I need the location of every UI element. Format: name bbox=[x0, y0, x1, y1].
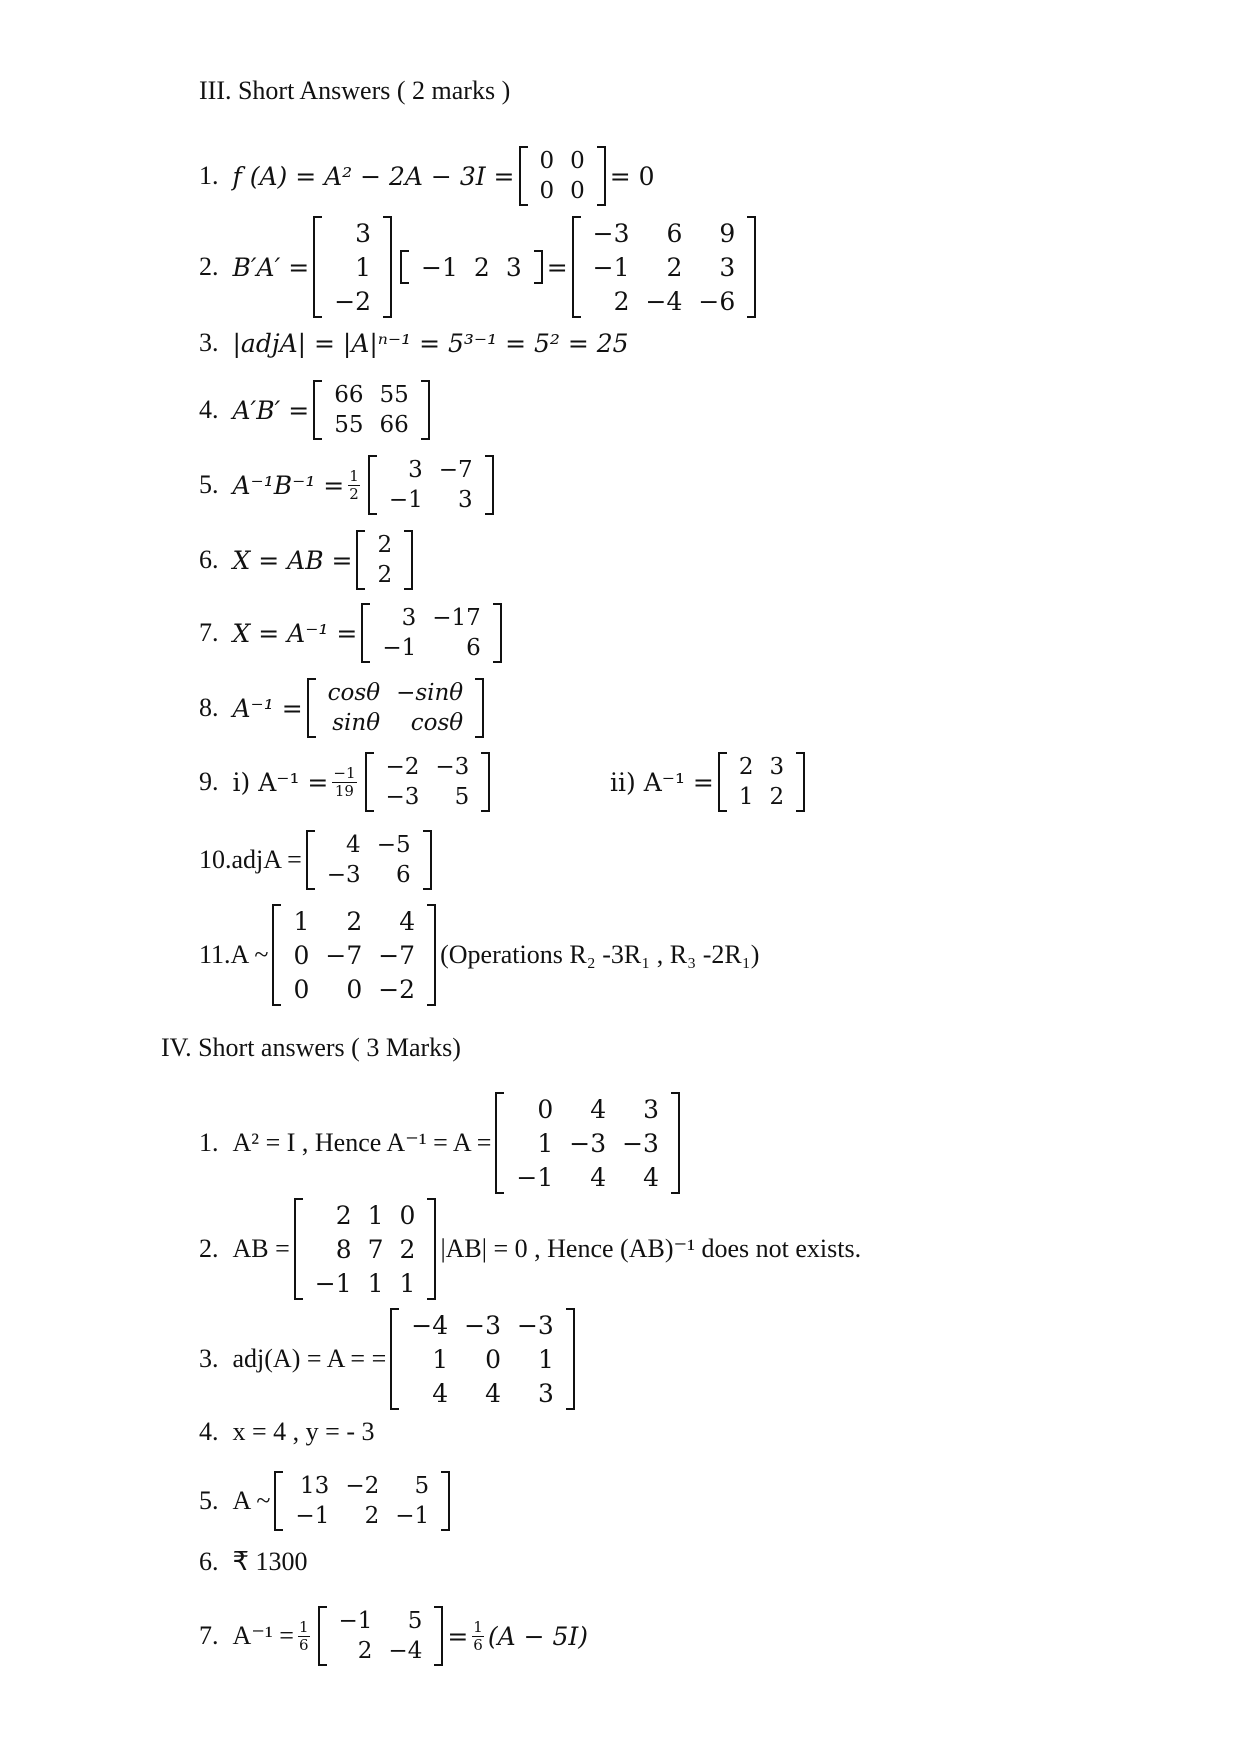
item-number: 4. bbox=[199, 1417, 219, 1446]
matrix-grid bbox=[315, 830, 423, 890]
left-bracket bbox=[313, 216, 322, 318]
right-bracket bbox=[404, 530, 413, 590]
matrix-cell: −2 bbox=[345, 1472, 380, 1499]
matrix-cell: 4 bbox=[590, 1094, 607, 1124]
s3-item-6 bbox=[199, 530, 417, 590]
right-bracket bbox=[481, 752, 490, 812]
matrix-cell: −3 bbox=[464, 1310, 501, 1340]
matrix-cell: 9 bbox=[719, 218, 736, 248]
s3-item-2 bbox=[199, 216, 760, 318]
expression: A² = I , Hence A⁻¹ = A = bbox=[232, 1128, 492, 1157]
matrix-cell: 2 bbox=[399, 1234, 416, 1264]
s3-item-4 bbox=[199, 380, 434, 440]
left-bracket bbox=[361, 603, 370, 663]
matrix-cell: 3 bbox=[355, 218, 372, 248]
matrix bbox=[274, 1471, 450, 1531]
fraction: $\frac{1}{6}$ bbox=[298, 1618, 309, 1654]
s3-item-11 bbox=[199, 904, 759, 1006]
matrix-cell: −7 bbox=[378, 940, 416, 970]
right-bracket bbox=[421, 380, 430, 440]
matrix-cell: −1 bbox=[421, 252, 458, 282]
matrix-grid bbox=[370, 603, 492, 663]
matrix-cell: 2 bbox=[357, 1637, 373, 1664]
s3-item-3 bbox=[199, 330, 629, 356]
determinant-note: |AB| = 0 , Hence (AB)⁻¹ does not exists. bbox=[440, 1234, 862, 1263]
s4-item-6 bbox=[199, 1549, 308, 1575]
section-4-heading: IV. Short answers ( 3 Marks) bbox=[161, 1033, 461, 1062]
matrix-cell: 6 bbox=[395, 861, 411, 888]
matrix-grid bbox=[409, 250, 534, 284]
expression: ₹ 1300 bbox=[232, 1547, 308, 1576]
matrix-cell: −1 bbox=[592, 252, 630, 282]
expression: A⁻¹ = bbox=[232, 693, 303, 723]
expression-part-ii: ii) A⁻¹ = bbox=[610, 767, 714, 797]
matrix bbox=[519, 146, 606, 206]
left-bracket bbox=[718, 752, 727, 812]
expression: B′A′ = bbox=[232, 252, 310, 282]
expression: A′B′ = bbox=[232, 395, 310, 425]
right-bracket bbox=[493, 603, 502, 663]
expression-rhs: = 0 bbox=[609, 161, 655, 191]
matrix-cell: −3 bbox=[592, 218, 630, 248]
s3-item-8 bbox=[199, 678, 488, 738]
matrix-cell: −sinθ bbox=[396, 679, 464, 706]
fraction: $\frac{1}{6}$ bbox=[473, 1618, 483, 1654]
right-bracket bbox=[475, 678, 484, 738]
matrix-cell: −3 bbox=[435, 753, 470, 780]
matrix-cell: 4 bbox=[643, 1162, 659, 1192]
left-bracket bbox=[274, 1471, 283, 1531]
s4-item-7 bbox=[199, 1606, 588, 1666]
s3-item-9-part-ii bbox=[610, 752, 809, 812]
matrix-grid bbox=[374, 752, 482, 812]
left-bracket bbox=[318, 1606, 327, 1666]
matrix-cell: 2 bbox=[335, 1200, 352, 1230]
s4-item-4 bbox=[199, 1419, 374, 1445]
matrix-cell: −5 bbox=[376, 831, 411, 858]
matrix-cell: −3 bbox=[569, 1128, 607, 1158]
s3-item-1 bbox=[199, 146, 655, 206]
matrix-cell: −1 bbox=[338, 1607, 373, 1634]
matrix-cell: 3 bbox=[408, 456, 423, 483]
matrix-cell: −3 bbox=[385, 783, 420, 810]
matrix-cell: 66 bbox=[334, 381, 364, 408]
matrix bbox=[318, 1606, 444, 1666]
s4-item-5 bbox=[199, 1471, 454, 1531]
matrix-cell: 3 bbox=[537, 1378, 554, 1408]
matrix-cell: 0 bbox=[485, 1344, 501, 1374]
matrix-cell: 4 bbox=[432, 1378, 449, 1408]
matrix-cell: 7 bbox=[367, 1234, 384, 1264]
matrix bbox=[306, 830, 432, 890]
item-number: 1. bbox=[199, 161, 219, 190]
matrix-cell: 4 bbox=[346, 831, 361, 858]
matrix-cell: 66 bbox=[379, 411, 409, 438]
equals: = bbox=[546, 252, 568, 282]
matrix-grid bbox=[504, 1092, 671, 1194]
matrix-grid bbox=[283, 1471, 441, 1531]
matrix-grid bbox=[281, 904, 427, 1006]
matrix-cell: 55 bbox=[334, 411, 364, 438]
matrix-cell: −1 bbox=[395, 1502, 430, 1529]
fraction: $\frac{1}{2}$ bbox=[349, 467, 359, 503]
section-3-heading: III. Short Answers ( 2 marks ) bbox=[199, 76, 511, 105]
matrix-cell: −2 bbox=[378, 974, 416, 1004]
matrix-cell: −17 bbox=[432, 604, 481, 631]
matrix bbox=[356, 530, 413, 590]
left-bracket bbox=[356, 530, 365, 590]
expression-rhs: (A − 5I) bbox=[487, 1621, 589, 1651]
item-number: 5. bbox=[199, 470, 219, 499]
matrix-cell: 3 bbox=[643, 1094, 659, 1124]
row-matrix bbox=[400, 250, 543, 284]
expression: adjA = bbox=[231, 845, 302, 874]
item-number: 11. bbox=[199, 940, 231, 969]
expression: X = A⁻¹ = bbox=[232, 618, 358, 648]
matrix bbox=[572, 216, 757, 318]
matrix-cell: −1 bbox=[382, 634, 417, 661]
s3-item-10 bbox=[199, 830, 436, 890]
right-bracket bbox=[441, 1471, 450, 1531]
right-bracket bbox=[427, 1198, 436, 1300]
item-number: 3. bbox=[199, 328, 219, 357]
item-number: 8. bbox=[199, 693, 219, 722]
matrix-cell: −3 bbox=[622, 1128, 659, 1158]
matrix-cell: 8 bbox=[335, 1234, 352, 1264]
expression: x = 4 , y = - 3 bbox=[232, 1417, 375, 1446]
matrix-grid bbox=[377, 455, 485, 515]
matrix-cell: −7 bbox=[325, 940, 363, 970]
matrix-cell: 1 bbox=[399, 1268, 416, 1298]
equals: = bbox=[447, 1621, 469, 1651]
matrix-grid bbox=[322, 216, 383, 318]
matrix bbox=[294, 1198, 437, 1300]
matrix-part-ii bbox=[718, 752, 805, 812]
matrix-cell: 5 bbox=[407, 1607, 423, 1634]
item-number: 7. bbox=[199, 618, 219, 647]
matrix-cell: 1 bbox=[537, 1128, 554, 1158]
matrix-cell: 5 bbox=[414, 1472, 430, 1499]
left-bracket bbox=[572, 216, 581, 318]
matrix bbox=[368, 455, 494, 515]
right-bracket bbox=[383, 216, 392, 318]
matrix-cell: −2 bbox=[334, 286, 372, 316]
matrix-cell: 1 bbox=[367, 1200, 384, 1230]
left-bracket bbox=[272, 904, 281, 1006]
right-bracket bbox=[434, 1606, 443, 1666]
matrix-cell: 4 bbox=[590, 1162, 607, 1192]
matrix-cell: 0 bbox=[293, 974, 310, 1004]
right-bracket bbox=[534, 250, 543, 284]
item-number: 3. bbox=[199, 1344, 219, 1373]
matrix-cell: 6 bbox=[466, 634, 481, 661]
right-bracket bbox=[597, 146, 606, 206]
matrix-cell: 1 bbox=[367, 1268, 384, 1298]
matrix-grid bbox=[399, 1308, 566, 1410]
left-bracket bbox=[306, 830, 315, 890]
right-bracket bbox=[671, 1092, 680, 1194]
matrix-cell: −3 bbox=[326, 861, 361, 888]
expression: f (A) = A² − 2A − 3I = bbox=[232, 161, 515, 191]
left-bracket bbox=[313, 380, 322, 440]
matrix-cell: 2 bbox=[769, 783, 785, 810]
matrix bbox=[307, 678, 484, 738]
item-number: 7. bbox=[199, 1621, 219, 1650]
matrix-cell: 2 bbox=[666, 252, 683, 282]
matrix-cell: 0 bbox=[539, 177, 555, 204]
matrix-cell: 3 bbox=[401, 604, 417, 631]
matrix bbox=[390, 1308, 575, 1410]
matrix-cell: 2 bbox=[377, 561, 393, 588]
left-bracket bbox=[307, 678, 316, 738]
matrix-cell: 6 bbox=[666, 218, 683, 248]
matrix-cell: −1 bbox=[295, 1502, 330, 1529]
item-number: 2. bbox=[199, 1234, 219, 1263]
matrix-grid bbox=[528, 146, 597, 206]
matrix-cell: 0 bbox=[346, 974, 363, 1004]
matrix-cell: 5 bbox=[454, 783, 470, 810]
item-number: 2. bbox=[199, 252, 219, 281]
matrix-cell: 3 bbox=[769, 753, 785, 780]
item-number: 9. bbox=[199, 767, 219, 796]
matrix-cell: −4 bbox=[388, 1637, 423, 1664]
matrix-part-i bbox=[365, 752, 491, 812]
s4-item-3 bbox=[199, 1308, 579, 1410]
matrix-cell: 1 bbox=[537, 1344, 554, 1374]
expression-part-i: i) A⁻¹ = bbox=[232, 767, 329, 797]
matrix-cell: 3 bbox=[457, 486, 473, 513]
matrix-cell: 2 bbox=[738, 753, 754, 780]
matrix-grid bbox=[316, 678, 475, 738]
matrix-cell: 55 bbox=[379, 381, 409, 408]
matrix-cell: 2 bbox=[377, 531, 393, 558]
right-bracket bbox=[747, 216, 756, 318]
column-matrix bbox=[313, 216, 392, 318]
left-bracket bbox=[368, 455, 377, 515]
matrix-cell: 2 bbox=[613, 286, 630, 316]
matrix-cell: −1 bbox=[314, 1268, 352, 1298]
matrix-cell: 0 bbox=[399, 1200, 416, 1230]
expression: X = AB = bbox=[232, 545, 353, 575]
matrix-grid bbox=[303, 1198, 428, 1300]
item-number: 6. bbox=[199, 545, 219, 574]
matrix-grid bbox=[322, 380, 421, 440]
matrix-cell: sinθ bbox=[332, 709, 381, 736]
expression: A⁻¹B⁻¹ = bbox=[232, 470, 345, 500]
matrix-cell: cosθ bbox=[327, 679, 381, 706]
s3-item-5 bbox=[199, 455, 498, 515]
left-bracket bbox=[294, 1198, 303, 1300]
expression: A ~ bbox=[230, 940, 269, 969]
matrix-grid bbox=[581, 216, 748, 318]
matrix bbox=[313, 380, 430, 440]
matrix-cell: −3 bbox=[516, 1310, 554, 1340]
matrix-cell: 0 bbox=[293, 940, 310, 970]
matrix-cell: −4 bbox=[645, 286, 683, 316]
item-number: 6. bbox=[199, 1547, 219, 1576]
matrix-cell: 4 bbox=[485, 1378, 501, 1408]
matrix bbox=[272, 904, 436, 1006]
item-number: 10. bbox=[199, 845, 232, 874]
matrix-cell: −1 bbox=[516, 1162, 554, 1192]
matrix-cell: 1 bbox=[355, 252, 372, 282]
matrix-cell: 0 bbox=[570, 147, 585, 174]
left-bracket bbox=[495, 1092, 504, 1194]
matrix-cell: −1 bbox=[388, 486, 423, 513]
matrix-cell: 2 bbox=[346, 906, 363, 936]
right-bracket bbox=[796, 752, 805, 812]
matrix-grid bbox=[327, 1606, 435, 1666]
item-number: 5. bbox=[199, 1486, 219, 1515]
expression: |adjA| = |A|ⁿ⁻¹ = 5³⁻¹ = 5² = 25 bbox=[232, 328, 629, 358]
matrix-cell: 1 bbox=[738, 783, 754, 810]
matrix-cell: 1 bbox=[432, 1344, 449, 1374]
matrix-grid bbox=[727, 752, 796, 812]
left-bracket bbox=[400, 250, 409, 284]
item-number: 1. bbox=[199, 1128, 219, 1157]
matrix-cell: −4 bbox=[411, 1310, 449, 1340]
right-bracket bbox=[423, 830, 432, 890]
expression: AB = bbox=[232, 1234, 290, 1263]
matrix-cell: −6 bbox=[698, 286, 736, 316]
matrix bbox=[361, 603, 501, 663]
left-bracket bbox=[519, 146, 528, 206]
matrix-cell: 2 bbox=[473, 252, 490, 282]
s3-item-7 bbox=[199, 603, 506, 663]
right-bracket bbox=[485, 455, 494, 515]
expression: A ~ bbox=[232, 1486, 271, 1515]
matrix-cell: 0 bbox=[570, 177, 585, 204]
right-bracket bbox=[566, 1308, 575, 1410]
operations-note: (Operations R₂ -3R₁ , R₃ -2R₁) bbox=[440, 940, 760, 969]
matrix-grid bbox=[365, 530, 404, 590]
matrix-cell: 13 bbox=[300, 1472, 330, 1499]
left-bracket bbox=[390, 1308, 399, 1410]
matrix-cell: 0 bbox=[539, 147, 555, 174]
matrix-cell: 4 bbox=[399, 906, 416, 936]
matrix-cell: 2 bbox=[364, 1502, 380, 1529]
matrix-cell: 0 bbox=[537, 1094, 554, 1124]
expression: A⁻¹ = bbox=[232, 1621, 294, 1650]
matrix-cell: cosθ bbox=[410, 709, 464, 736]
s4-item-1 bbox=[199, 1092, 684, 1194]
expression: adj(A) = A = = bbox=[232, 1344, 387, 1373]
right-bracket bbox=[427, 904, 436, 1006]
matrix-cell: 1 bbox=[293, 906, 310, 936]
matrix-cell: −2 bbox=[385, 753, 420, 780]
matrix-cell: 3 bbox=[719, 252, 736, 282]
fraction: $\frac{-1}{19}$ bbox=[333, 764, 356, 800]
matrix bbox=[495, 1092, 680, 1194]
matrix-cell: −7 bbox=[438, 456, 473, 483]
left-bracket bbox=[365, 752, 374, 812]
item-number: 4. bbox=[199, 395, 219, 424]
s4-item-2 bbox=[199, 1198, 861, 1300]
matrix-cell: 3 bbox=[505, 252, 522, 282]
